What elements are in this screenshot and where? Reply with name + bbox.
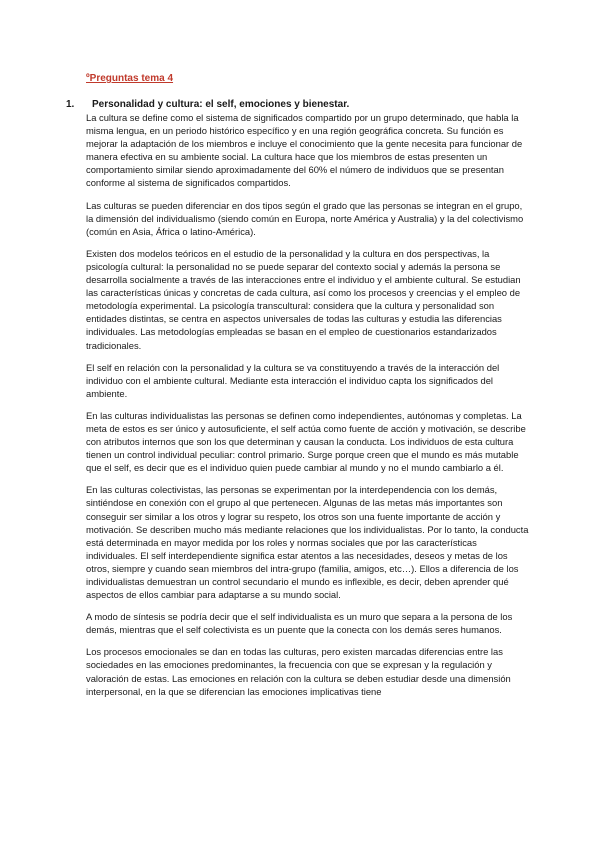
- paragraph-synthesis: A modo de síntesis se podría decir que el self individualista es un muro que separa a la persona de los demás, mientras que el self colectivista es un puente que la conecta con los demás seres humanos.: [86, 611, 513, 636]
- paragraph-emotional-processes: Los procesos emocionales se dan en todas las culturas, pero existen marcadas diferencias entre las sociedades en las emociones predominantes, la frecuencia con que se expresan y la regulación y valoración de estas. Las emociones en relación con la cultura se deben estudiar desde una dimensión interpersonal, en la que se diferencian las emociones implicativas tiene: [86, 646, 511, 697]
- section-heading: [66, 98, 530, 111]
- paragraph-culture-types: Las culturas se pueden diferenciar en dos tipos según el grado que las personas se integran en el grupo, la dimensión del individualismo (siendo común en Europa, norte América y Australia) y la del colectivismo (común en Asia, África o latino-América).: [86, 199, 524, 237]
- section-heading-text: Personalidad y cultura: el self, emociones y bienestar.: [92, 99, 350, 110]
- paragraph-theoretical-models: Existen dos modelos teóricos en el estudio de la personalidad y la cultura en dos perspectivas, la psicología cultural: la personalidad no se puede separar del contexto social y además la persona se desarrolla socialmente a través de las interacciones entre el individuo y el ambiente cultural. Se estudian las características únicas y concretas de cada cultura, así como los procesos y creencias y el empleo de metodología experimental. La psicología transcultural: considera que la cultura y personalidad son entidades distintas, se centra en aspectos universales de todas las culturas y estudia las diferencias individuales. Las metodologías empleadas se basan en el empleo de cuestionarios estandarizados tradicionales.: [86, 247, 521, 351]
- document-title: ºPreguntas tema 4: [86, 73, 174, 84]
- paragraph-self-culture: El self en relación con la personalidad y la cultura se va constituyendo a través de la interacción del individuo con el ambiente cultural. Mediante esta interacción el individuo capta los significados del ambiente.: [86, 361, 500, 399]
- section-number: 1.: [66, 99, 75, 110]
- paragraph-individualist-cultures: En las culturas individualistas las personas se definen como independientes, autónomas y completas. La meta de estos es ser único y autosuficiente, el self actúa como fuente de acción y motivación, se describe con atributos internos que son los que determinan y causan la conducta. Los individuos de esta cultura tienen un control individual peculiar: control primario. Surge porque creen que el mundo es más mutable que el self, es decir que es el individuo quien puede cambiar al mundo y no el mundo cambiarlo a él.: [86, 409, 526, 474]
- paragraph-culture-definition: La cultura se define como el sistema de significados compartido por un grupo determinado, que habla la misma lengua, en un periodo histórico específico y en una región geográfica concreta. Su función es mejorar la adaptación de los miembros e incluye el conocimiento que la gente necesita para funcionar de manera efectiva en su ambiente social. La cultura hace que los miembros de estas presenten un comportamiento similar siendo aproximadamente del 60% el número de individuos que se presentan conforme al sistema de significados compartidos.: [86, 112, 523, 189]
- paragraph-collectivist-cultures: En las culturas colectivistas, las personas se experimentan por la interdependencia con los demás, sintiéndose en conexión con el grupo al que pertenecen. Algunas de las metas más importantes son conseguir ser similar a los otros y lograr su respeto, los otros son una fuente importante de acción y motivación. Se describen mucho más mediante relaciones que los individualistas. Por lo tanto, la conducta está determinada en mayor medida por los roles y normas sociales que por las características individuales. El self interdependiente significa estar atentos a las necesidades, deseos y metas de los otros, siempre y cuando sean miembros del intra-grupo (familia, amigos, etc…). Ellos a diferencia de los individualistas demuestran un control secundario el mundo es inflexible, es decir, deben aprender qué aspectos de ellos cambiar para adaptarse a su mundo social.: [86, 484, 529, 601]
